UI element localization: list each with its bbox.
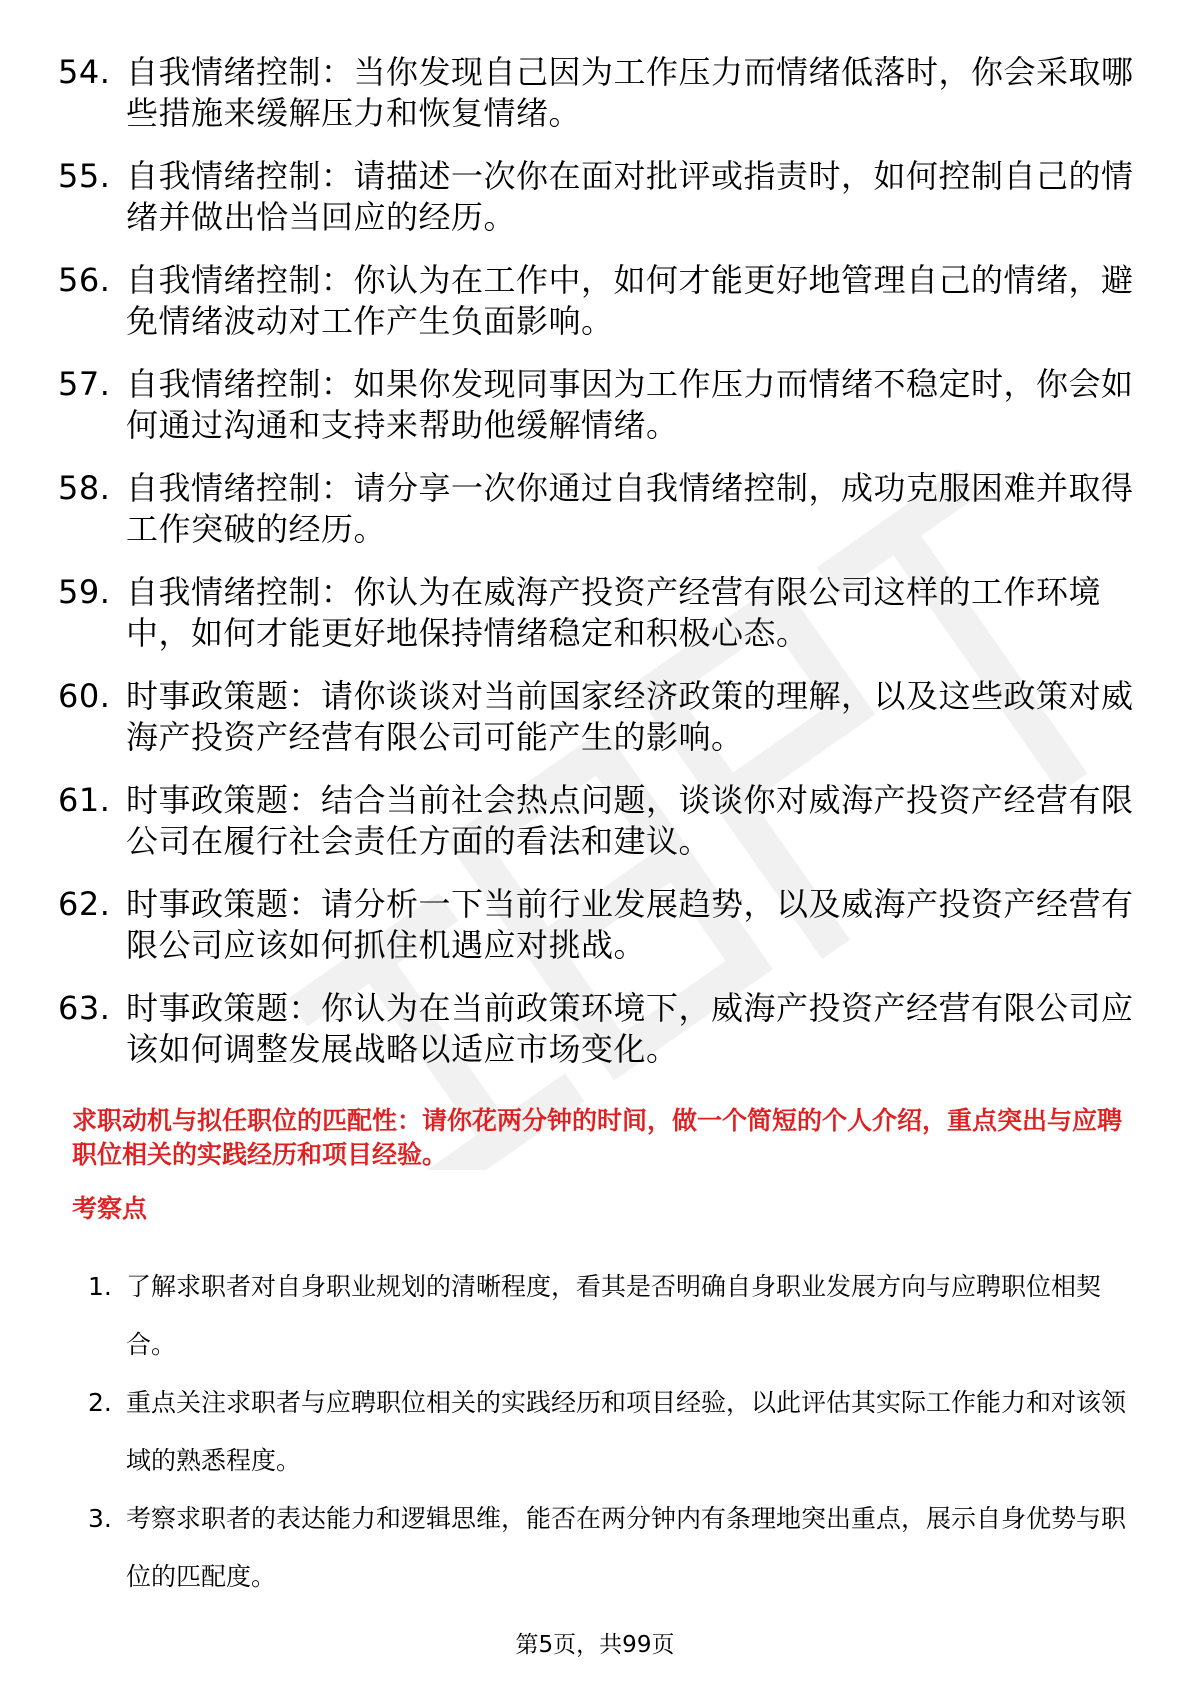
question-item xyxy=(58,52,1138,134)
question-number: 54. xyxy=(58,53,111,91)
point-text: 了解求职者对自身职业规划的清晰程度，看其是否明确自身职业发展方向与应聘职位相契合。 xyxy=(126,1272,1102,1359)
assessment-point xyxy=(88,1490,1138,1606)
question-text: 时事政策题：请你谈谈对当前国家经济政策的理解，以及这些政策对威海产投资产经营有限公司可能产生的影响。 xyxy=(126,677,1134,756)
question-number: 62. xyxy=(58,885,111,923)
assessment-points-list xyxy=(88,1258,1138,1606)
question-item xyxy=(58,988,1138,1070)
question-text: 时事政策题：你认为在当前政策环境下，威海产投资产经营有限公司应该如何调整发展战略以适应市场变化。 xyxy=(126,989,1134,1068)
points-heading: 考察点 xyxy=(72,1194,148,1223)
question-item xyxy=(58,156,1138,238)
question-text: 时事政策题：结合当前社会热点问题，谈谈你对威海产投资产经营有限公司在履行社会责任方面的看法和建议。 xyxy=(126,781,1134,860)
assessment-point xyxy=(88,1258,1138,1374)
question-text: 自我情绪控制：如果你发现同事因为工作压力而情绪不稳定时，你会如何通过沟通和支持来帮助他缓解情绪。 xyxy=(126,365,1134,444)
question-item xyxy=(58,468,1138,550)
question-item xyxy=(58,884,1138,966)
question-number: 58. xyxy=(58,469,111,507)
question-text: 自我情绪控制：你认为在威海产投资产经营有限公司这样的工作环境中，如何才能更好地保持情绪稳定和积极心态。 xyxy=(126,573,1102,652)
question-number: 59. xyxy=(58,573,111,611)
question-text: 时事政策题：请分析一下当前行业发展趋势，以及威海产投资产经营有限公司应该如何抓住机遇应对挑战。 xyxy=(126,885,1134,964)
point-text: 重点关注求职者与应聘职位相关的实践经历和项目经验，以此评估其实际工作能力和对该领域的熟悉程度。 xyxy=(126,1388,1127,1475)
question-number: 63. xyxy=(58,989,111,1027)
section-title: 求职动机与拟任职位的匹配性：请你花两分钟的时间，做一个简短的个人介绍，重点突出与应聘职位相关的实践经历和项目经验。 xyxy=(72,1106,1123,1169)
point-number: 3. xyxy=(88,1504,112,1533)
question-text: 自我情绪控制：请分享一次你通过自我情绪控制，成功克服困难并取得工作突破的经历。 xyxy=(126,469,1134,548)
question-text: 自我情绪控制：当你发现自己因为工作压力而情绪低落时，你会采取哪些措施来缓解压力和恢复情绪。 xyxy=(126,53,1134,132)
question-number: 57. xyxy=(58,365,111,403)
question-number: 61. xyxy=(58,781,111,819)
point-number: 2. xyxy=(88,1388,112,1417)
question-number: 55. xyxy=(58,157,111,195)
question-item xyxy=(58,572,1138,654)
question-number: 60. xyxy=(58,677,111,715)
question-list xyxy=(58,52,1138,1092)
question-item xyxy=(58,260,1138,342)
question-item xyxy=(58,676,1138,758)
question-text: 自我情绪控制：你认为在工作中，如何才能更好地管理自己的情绪，避免情绪波动对工作产生负面影响。 xyxy=(126,261,1134,340)
page-number: 第5页，共99页 xyxy=(515,1632,675,1658)
question-text: 自我情绪控制：请描述一次你在面对批评或指责时，如何控制自己的情绪并做出恰当回应的经历。 xyxy=(126,157,1134,236)
point-text: 考察求职者的表达能力和逻辑思维，能否在两分钟内有条理地突出重点，展示自身优势与职位的匹配度。 xyxy=(126,1504,1127,1591)
question-item xyxy=(58,780,1138,862)
question-item xyxy=(58,364,1138,446)
assessment-point xyxy=(88,1374,1138,1490)
point-number: 1. xyxy=(88,1272,112,1301)
question-number: 56. xyxy=(58,261,111,299)
